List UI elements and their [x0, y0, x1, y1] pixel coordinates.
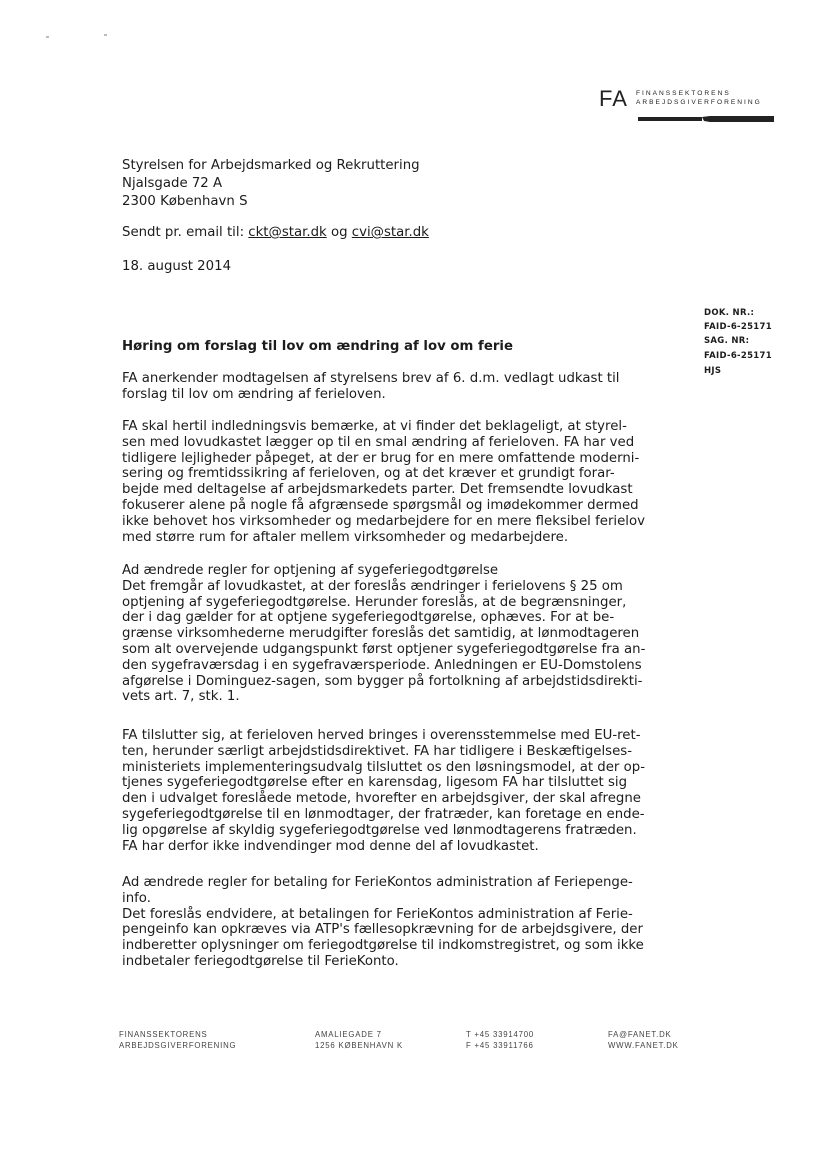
- text-line: ten, herunder særligt arbejdstidsdirektivet. FA har tidligere i Beskæftigelses-: [122, 743, 633, 759]
- text-line: afgørelse i Dominguez-sagen, som bygger på fortolkning af arbejdstidsdirekti-: [122, 673, 643, 689]
- paragraph-fa-support: [122, 728, 662, 854]
- text-line: tjenes sygeferiegodtgørelse efter en karensdag, ligesom FA har tilsluttet sig: [122, 775, 628, 791]
- text-line: indberetter oplysninger om feriegodtgørelse til indkomstregistret, og som ikke: [122, 938, 644, 954]
- text-line: lig opgørelse af skyldig sygeferiegodtgørelse ved lønmodtagerens fratræden.: [122, 822, 637, 838]
- text-line: den sygefraværsdag i en sygefraværsperiode. Anledningen er EU-Domstolens: [122, 657, 642, 673]
- paragraph-sick-holiday-rules: [122, 563, 662, 705]
- text-line: indbetaler feriegodtgørelse til FerieKonto.: [122, 953, 399, 969]
- case-number-label: SAG. NR:: [704, 336, 750, 346]
- scan-speck: [104, 34, 107, 36]
- logo-org-line2: ARBEJDSGIVERFORENING: [636, 99, 762, 106]
- text-line: tidligere lejligheder påpeget, at der er brug for en mere omfattende moderni-: [122, 450, 640, 466]
- recipient-name: Styrelsen for Arbejdsmarked og Rekruttering: [122, 158, 420, 173]
- footer-phone-fax: [466, 1029, 534, 1051]
- sent-line: [122, 224, 429, 242]
- logo-underline-bar: [638, 116, 774, 122]
- footer-postal-city: 1256 KØBENHAVN K: [315, 1041, 404, 1050]
- sent-joiner: og: [330, 225, 348, 240]
- text-line: FA anerkender modtagelsen af styrelsens brev af 6. d.m. vedlagt udkast til: [122, 371, 620, 386]
- text-line: med større rum for aftaler mellem virksomheder og medarbejdere.: [122, 529, 569, 545]
- footer-organization: [119, 1029, 236, 1051]
- text-line: Ad ændrede regler for betaling for FerieKontos administration af Feriepenge-: [122, 875, 633, 890]
- text-line: sering og fremtidssikring af ferieloven, og at det kræver et grundigt forar-: [122, 466, 615, 482]
- text-line: der i dag gælder for at optjene sygeferiegodtgørelse, ophæves. For at be-: [122, 610, 615, 626]
- text-line: Ad ændrede regler for optjening af sygeferiegodtgørelse: [122, 563, 499, 578]
- paragraph-feriekonto-payment: [122, 875, 662, 970]
- text-line: FA skal hertil indledningsvis bemærke, at vi finder det beklageligt, at styrel-: [122, 419, 627, 434]
- text-line: Det foreslås endvidere, at betalingen for FerieKontos administration af Ferie-: [122, 906, 633, 922]
- text-line: bejde med deltagelse af arbejdsmarkedets parter. Det fremsendte lovudkast: [122, 482, 633, 498]
- doc-number-value: FAID-6-25171: [704, 322, 772, 332]
- email-link-cvi[interactable]: cvi@star.dk: [351, 225, 429, 240]
- text-line: Det fremgår af lovudkastet, at der foreslås ændringer i ferielovens § 25 om: [122, 578, 623, 594]
- logo-initials: FA: [599, 86, 628, 111]
- footer-address: [315, 1029, 403, 1051]
- text-line: ikke behovet hos virksomheder og medarbejdere for en mere fleksibel ferielov: [122, 513, 645, 529]
- text-line: info.: [122, 890, 151, 906]
- footer-street: AMALIEGADE 7: [315, 1030, 382, 1039]
- text-line: pengeinfo kan opkræves via ATP's fællesopkrævning for de arbejdsgivere, der: [122, 922, 643, 938]
- text-line: FA har derfor ikke indvendinger mod denne del af lovudkastet.: [122, 838, 539, 854]
- text-line: FA tilslutter sig, at ferieloven herved bringes i overensstemmelse med EU-ret-: [122, 728, 641, 743]
- text-line: vets art. 7, stk. 1.: [122, 689, 240, 705]
- text-line: sen med lovudkastet lægger op til en smal ændring af ferieloven. FA har ved: [122, 434, 635, 450]
- sent-prefix: Sendt pr. email til:: [122, 225, 245, 240]
- footer-fax: F +45 33911766: [466, 1041, 534, 1050]
- case-number-value: FAID-6-25171: [704, 351, 772, 361]
- footer-contact: [608, 1029, 679, 1051]
- footer-email[interactable]: FA@FANET.DK: [608, 1030, 672, 1039]
- footer-org-line2: ARBEJDSGIVERFORENING: [119, 1041, 237, 1050]
- letter-title: Høring om forslag til lov om ændring af lov om ferie: [122, 339, 513, 354]
- footer-phone: T +45 33914700: [466, 1030, 535, 1039]
- doc-number-label: DOK. NR.:: [704, 308, 755, 318]
- text-line: fokuserer alene på nogle få afgrænsede spørgsmål og imødekommer dermed: [122, 497, 639, 513]
- footer-website[interactable]: WWW.FANET.DK: [608, 1041, 679, 1050]
- recipient-street: Njalsgade 72 A: [122, 176, 223, 191]
- paragraph-general-remarks: [122, 419, 662, 545]
- author-initials: HJS: [704, 366, 722, 376]
- paragraph-acknowledgement: [122, 371, 662, 403]
- text-line: sygeferiegodtgørelse til en lønmodtager, der fratræder, kan foretage en ende-: [122, 806, 645, 822]
- logo-org-line1: FINANSSEKTORENS: [636, 90, 731, 97]
- text-line: som alt overvejende udgangspunkt først optjener sygeferiegodtgørelse fra an-: [122, 641, 646, 657]
- footer-org-line1: FINANSSEKTORENS: [119, 1030, 208, 1039]
- email-link-ckt[interactable]: ckt@star.dk: [248, 225, 327, 240]
- text-line: forslag til lov om ændring af ferieloven.: [122, 386, 386, 402]
- scan-speck: [46, 36, 49, 38]
- letter-date: 18. august 2014: [122, 259, 232, 274]
- recipient-city: 2300 København S: [122, 194, 248, 209]
- text-line: ministeriets implementeringsudvalg tilsluttet os den løsningsmodel, at der op-: [122, 759, 645, 775]
- text-line: grænse virksomhederne merudgifter foreslås det samtidig, at lønmodtageren: [122, 626, 640, 642]
- text-line: optjening af sygeferiegodtgørelse. Herunder foreslås, at de begrænsninger,: [122, 594, 627, 610]
- text-line: den i udvalget foreslåede metode, hvorefter en arbejdsgiver, der skal afregne: [122, 791, 641, 807]
